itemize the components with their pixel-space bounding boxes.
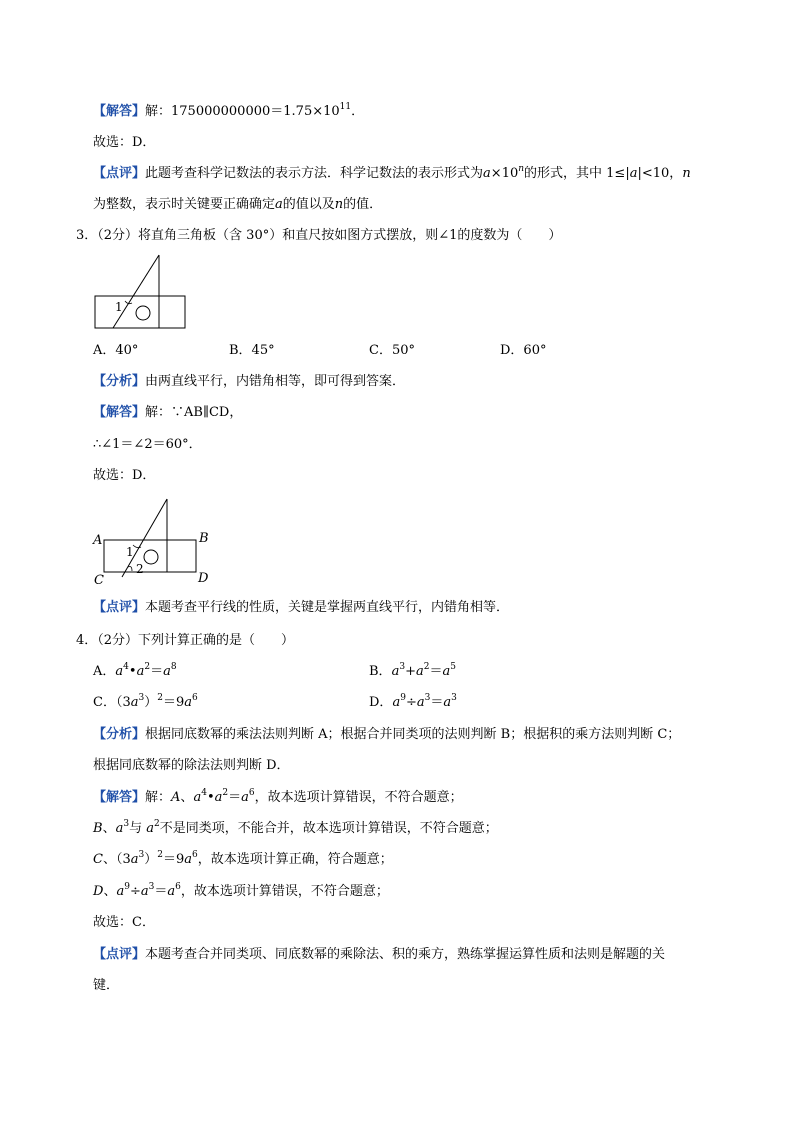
angle-1-label: 1 xyxy=(126,545,134,559)
q4-answer-line3: C、$(3a^3)^2=9a^6$，故本选项计算正确，符合题意； xyxy=(93,850,393,867)
point-c-label: C xyxy=(94,573,104,588)
q4-analysis-line2: 根据同底数幂的除法法则判断 D． xyxy=(93,758,290,773)
comment-tag: 【点评】 xyxy=(93,166,146,181)
comment-tag: 【点评】 xyxy=(93,600,146,615)
q4-answer-line4: D、$a^9\div a^3=a^6$，故本选项计算错误，不符合题意； xyxy=(93,882,389,899)
q4-option-c: C．$(3a^3)^2=9a^6$ xyxy=(93,693,198,710)
q3-analysis: 【分析】由两直线平行，内错角相等，即可得到答案． xyxy=(93,374,406,389)
q3-figure-1 xyxy=(92,253,192,333)
q3-answer-line2: ∴∠1＝∠2＝60°． xyxy=(93,437,202,452)
q3-option-a: A．40° xyxy=(93,343,139,358)
analysis-tag: 【分析】 xyxy=(93,727,146,742)
q4-answer-line1: 【解答】解：A、$a^4•a^2=a^6$，故本选项计算错误，不符合题意； xyxy=(93,788,463,805)
q3-option-d: D．60° xyxy=(500,343,547,358)
q3-answer-line1: 【解答】解：∵AB∥CD， xyxy=(93,405,243,420)
point-b-label: B xyxy=(199,531,209,546)
q4-comment-line1: 【点评】本题考查合并同类项、同底数幂的乘除法、积的乘方，熟练掌握运算性质和法则是解题的关 xyxy=(93,947,666,962)
s2-choose: 故选：D． xyxy=(93,135,156,150)
comment-tag: 【点评】 xyxy=(93,947,146,962)
q4-option-b: B．$a^3+a^2=a^5$ xyxy=(369,662,456,679)
q3-stem: 3．（2分）将直角三角板（含 30°）和直尺按如图方式摆放，则∠1的度数为（ ） xyxy=(76,228,562,243)
q4-option-d: D．$a^9\div a^3=a^3$ xyxy=(369,693,457,710)
q4-choose: 故选：C． xyxy=(93,915,155,930)
point-a-label: A xyxy=(93,533,103,548)
q3-option-c: C．50° xyxy=(369,343,415,358)
s2-answer-line: 【解答】解：$175000000000=1.75\times 10^{11}$． xyxy=(93,102,365,119)
analysis-tag: 【分析】 xyxy=(93,374,146,389)
q3-choose: 故选：D． xyxy=(93,468,156,483)
q3-option-b: B．45° xyxy=(229,343,275,358)
point-d-label: D xyxy=(198,571,209,586)
answer-tag: 【解答】 xyxy=(93,104,146,119)
q4-stem: 4．（2分）下列计算正确的是（ ） xyxy=(76,633,295,648)
s2-comment-line2: 为整数，表示时关键要正确确定a的值以及n的值． xyxy=(93,197,383,212)
q3-figure-2 xyxy=(90,493,220,588)
answer-tag: 【解答】 xyxy=(93,405,146,420)
q4-analysis-line1: 【分析】根据同底数幂的乘法法则判断 A；根据合并同类项的法则判断 B；根据积的乘方法则判断 C； xyxy=(93,727,681,742)
q4-option-a: A．$a^4•a^2=a^8$ xyxy=(93,662,177,679)
answer-tag: 【解答】 xyxy=(93,790,146,805)
s2-comment-line1: 【点评】此题考查科学记数法的表示方法．科学记数法的表示形式为$a\times 10^n$的形式，其中 1≤|a|<10，n xyxy=(93,164,691,181)
angle-1-label: 1 xyxy=(115,300,123,314)
angle-2-label: 2 xyxy=(136,562,144,576)
q4-comment-line2: 键． xyxy=(93,978,120,993)
q3-comment: 【点评】本题考查平行线的性质，关键是掌握两直线平行，内错角相等． xyxy=(93,600,510,615)
q4-answer-line2: B、$a^3$与 $a^2$不是同类项，不能合并，故本选项计算错误，不符合题意； xyxy=(93,819,498,836)
